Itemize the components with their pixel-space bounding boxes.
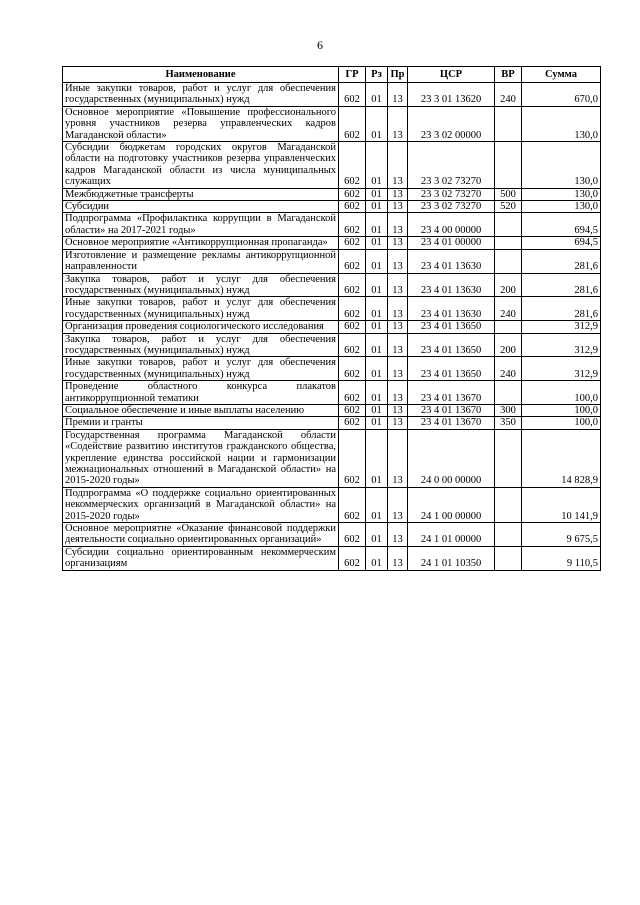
cell-pr: 13 <box>388 381 408 405</box>
cell-vr: 240 <box>495 83 522 107</box>
cell-gr: 602 <box>339 273 366 297</box>
table-row <box>63 357 601 381</box>
cell-sum: 100,0 <box>522 417 601 429</box>
table-row <box>63 381 601 405</box>
cell-vr: 240 <box>495 357 522 381</box>
cell-gr: 602 <box>339 487 366 522</box>
cell-gr: 602 <box>339 188 366 200</box>
cell-gr: 602 <box>339 404 366 416</box>
cell-rz: 01 <box>366 321 388 333</box>
cell-rz: 01 <box>366 237 388 249</box>
cell-name: Субсидии <box>63 201 339 213</box>
cell-csr: 23 4 01 13650 <box>408 321 495 333</box>
cell-pr: 13 <box>388 321 408 333</box>
cell-pr: 13 <box>388 213 408 237</box>
cell-gr: 602 <box>339 297 366 321</box>
cell-name: Основное мероприятие «Оказание финансовой поддержки деятельности социально ориентированных организаций» <box>63 523 339 547</box>
cell-name: Межбюджетные трансферты <box>63 188 339 200</box>
table-row <box>63 404 601 416</box>
header-pr: Пр <box>388 67 408 83</box>
table-row <box>63 237 601 249</box>
cell-csr: 24 0 00 00000 <box>408 429 495 487</box>
cell-rz: 01 <box>366 249 388 273</box>
cell-sum: 312,9 <box>522 357 601 381</box>
cell-name: Иные закупки товаров, работ и услуг для обеспечения государственных (муниципальных) нужд <box>63 357 339 381</box>
cell-rz: 01 <box>366 357 388 381</box>
cell-gr: 602 <box>339 381 366 405</box>
page-number: 6 <box>317 38 323 52</box>
cell-sum: 281,6 <box>522 249 601 273</box>
table-row <box>63 142 601 189</box>
cell-sum: 130,0 <box>522 142 601 189</box>
cell-gr: 602 <box>339 83 366 107</box>
cell-csr: 23 4 01 13650 <box>408 333 495 357</box>
cell-pr: 13 <box>388 83 408 107</box>
cell-sum: 694,5 <box>522 213 601 237</box>
cell-csr: 23 3 02 73270 <box>408 188 495 200</box>
cell-csr: 23 4 01 13630 <box>408 273 495 297</box>
table-row <box>63 188 601 200</box>
cell-gr: 602 <box>339 417 366 429</box>
cell-vr <box>495 381 522 405</box>
cell-sum: 694,5 <box>522 237 601 249</box>
cell-pr: 13 <box>388 429 408 487</box>
cell-name: Основное мероприятие «Антикоррупционная пропаганда» <box>63 237 339 249</box>
cell-csr: 23 4 01 13630 <box>408 297 495 321</box>
cell-vr: 200 <box>495 273 522 297</box>
cell-sum: 312,9 <box>522 321 601 333</box>
cell-vr: 300 <box>495 404 522 416</box>
cell-pr: 13 <box>388 297 408 321</box>
cell-name: Государственная программа Магаданской области «Содействие развитию институтов гражданского общества, укрепление единства российской нации и гармонизации межнациональных отношений в Магаданской области» на 2015-2020 годы» <box>63 429 339 487</box>
cell-name: Социальное обеспечение и иные выплаты населению <box>63 404 339 416</box>
cell-csr: 23 4 01 13650 <box>408 357 495 381</box>
cell-rz: 01 <box>366 487 388 522</box>
cell-rz: 01 <box>366 106 388 141</box>
cell-vr: 520 <box>495 201 522 213</box>
table-row <box>63 523 601 547</box>
cell-name: Проведение областного конкурса плакатов антикоррупционной тематики <box>63 381 339 405</box>
table-row <box>63 83 601 107</box>
cell-csr: 23 4 01 13670 <box>408 404 495 416</box>
cell-pr: 13 <box>388 249 408 273</box>
cell-rz: 01 <box>366 297 388 321</box>
cell-rz: 01 <box>366 333 388 357</box>
cell-pr: 13 <box>388 142 408 189</box>
cell-sum: 10 141,9 <box>522 487 601 522</box>
cell-rz: 01 <box>366 213 388 237</box>
cell-vr <box>495 249 522 273</box>
table-row <box>63 429 601 487</box>
header-name: Наименование <box>63 67 339 83</box>
cell-rz: 01 <box>366 142 388 189</box>
cell-name: Премии и гранты <box>63 417 339 429</box>
header-gr: ГР <box>339 67 366 83</box>
cell-pr: 13 <box>388 523 408 547</box>
cell-csr: 23 3 02 73270 <box>408 142 495 189</box>
table-row <box>63 249 601 273</box>
cell-name: Субсидии социально ориентированным некоммерческим организациям <box>63 546 339 570</box>
cell-vr: 240 <box>495 297 522 321</box>
cell-vr <box>495 429 522 487</box>
cell-vr: 350 <box>495 417 522 429</box>
cell-gr: 602 <box>339 429 366 487</box>
header-rz: Рз <box>366 67 388 83</box>
cell-vr <box>495 546 522 570</box>
cell-sum: 281,6 <box>522 273 601 297</box>
cell-csr: 23 4 00 00000 <box>408 213 495 237</box>
cell-csr: 23 3 02 00000 <box>408 106 495 141</box>
cell-csr: 23 3 01 13620 <box>408 83 495 107</box>
table-row <box>63 106 601 141</box>
cell-name: Иные закупки товаров, работ и услуг для обеспечения государственных (муниципальных) нужд <box>63 297 339 321</box>
cell-sum: 130,0 <box>522 188 601 200</box>
cell-rz: 01 <box>366 546 388 570</box>
cell-name: Субсидии бюджетам городских округов Магаданской области на подготовку участников резерва управленческих кадров Магаданской области из числа муниципальных служащих <box>63 142 339 189</box>
cell-sum: 100,0 <box>522 404 601 416</box>
cell-gr: 602 <box>339 546 366 570</box>
cell-sum: 130,0 <box>522 106 601 141</box>
cell-name: Организация проведения социологического исследования <box>63 321 339 333</box>
cell-vr <box>495 321 522 333</box>
cell-rz: 01 <box>366 83 388 107</box>
cell-pr: 13 <box>388 357 408 381</box>
cell-gr: 602 <box>339 201 366 213</box>
cell-name: Закупка товаров, работ и услуг для обеспечения государственных (муниципальных) нужд <box>63 273 339 297</box>
cell-vr: 200 <box>495 333 522 357</box>
cell-pr: 13 <box>388 333 408 357</box>
cell-gr: 602 <box>339 106 366 141</box>
cell-vr <box>495 237 522 249</box>
cell-pr: 13 <box>388 106 408 141</box>
cell-name: Иные закупки товаров, работ и услуг для обеспечения государственных (муниципальных) нужд <box>63 83 339 107</box>
table-row <box>63 417 601 429</box>
cell-gr: 602 <box>339 321 366 333</box>
header-csr: ЦСР <box>408 67 495 83</box>
table-row <box>63 546 601 570</box>
cell-pr: 13 <box>388 404 408 416</box>
cell-rz: 01 <box>366 429 388 487</box>
cell-csr: 23 4 01 13670 <box>408 381 495 405</box>
cell-vr: 500 <box>495 188 522 200</box>
table-row <box>63 297 601 321</box>
cell-rz: 01 <box>366 273 388 297</box>
cell-pr: 13 <box>388 188 408 200</box>
cell-csr: 23 4 01 00000 <box>408 237 495 249</box>
cell-csr: 23 4 01 13670 <box>408 417 495 429</box>
cell-sum: 281,6 <box>522 297 601 321</box>
cell-csr: 24 1 01 00000 <box>408 523 495 547</box>
cell-gr: 602 <box>339 523 366 547</box>
cell-vr <box>495 106 522 141</box>
cell-csr: 23 4 01 13630 <box>408 249 495 273</box>
cell-gr: 602 <box>339 333 366 357</box>
header-sum: Сумма <box>522 67 601 83</box>
cell-pr: 13 <box>388 546 408 570</box>
cell-pr: 13 <box>388 417 408 429</box>
cell-gr: 602 <box>339 213 366 237</box>
cell-rz: 01 <box>366 201 388 213</box>
cell-sum: 9 110,5 <box>522 546 601 570</box>
cell-pr: 13 <box>388 237 408 249</box>
budget-table <box>62 66 601 571</box>
cell-sum: 14 828,9 <box>522 429 601 487</box>
cell-rz: 01 <box>366 404 388 416</box>
table-row <box>63 273 601 297</box>
cell-name: Подпрограмма «О поддержке социально ориентированных некоммерческих организаций в Магаданской области» на 2015-2020 годы» <box>63 487 339 522</box>
cell-sum: 670,0 <box>522 83 601 107</box>
cell-csr: 24 1 01 10350 <box>408 546 495 570</box>
cell-gr: 602 <box>339 249 366 273</box>
cell-vr <box>495 213 522 237</box>
cell-pr: 13 <box>388 201 408 213</box>
cell-rz: 01 <box>366 188 388 200</box>
cell-rz: 01 <box>366 523 388 547</box>
cell-name: Закупка товаров, работ и услуг для обеспечения государственных (муниципальных) нужд <box>63 333 339 357</box>
table-row <box>63 487 601 522</box>
cell-name: Изготовление и размещение рекламы антикоррупционной направленности <box>63 249 339 273</box>
cell-sum: 312,9 <box>522 333 601 357</box>
table-row <box>63 321 601 333</box>
cell-sum: 9 675,5 <box>522 523 601 547</box>
cell-vr <box>495 142 522 189</box>
table-header-row <box>63 67 601 83</box>
cell-vr <box>495 487 522 522</box>
cell-rz: 01 <box>366 381 388 405</box>
cell-sum: 130,0 <box>522 201 601 213</box>
cell-pr: 13 <box>388 487 408 522</box>
cell-rz: 01 <box>366 417 388 429</box>
cell-csr: 23 3 02 73270 <box>408 201 495 213</box>
table-row <box>63 213 601 237</box>
cell-csr: 24 1 00 00000 <box>408 487 495 522</box>
cell-sum: 100,0 <box>522 381 601 405</box>
cell-gr: 602 <box>339 142 366 189</box>
cell-gr: 602 <box>339 357 366 381</box>
cell-name: Подпрограмма «Профилактика коррупции в Магаданской области» на 2017-2021 годы» <box>63 213 339 237</box>
cell-gr: 602 <box>339 237 366 249</box>
table-row <box>63 333 601 357</box>
table-row <box>63 201 601 213</box>
header-vr: ВР <box>495 67 522 83</box>
cell-name: Основное мероприятие «Повышение профессионального уровня участников резерва управленческих кадров Магаданской области» <box>63 106 339 141</box>
cell-pr: 13 <box>388 273 408 297</box>
cell-vr <box>495 523 522 547</box>
